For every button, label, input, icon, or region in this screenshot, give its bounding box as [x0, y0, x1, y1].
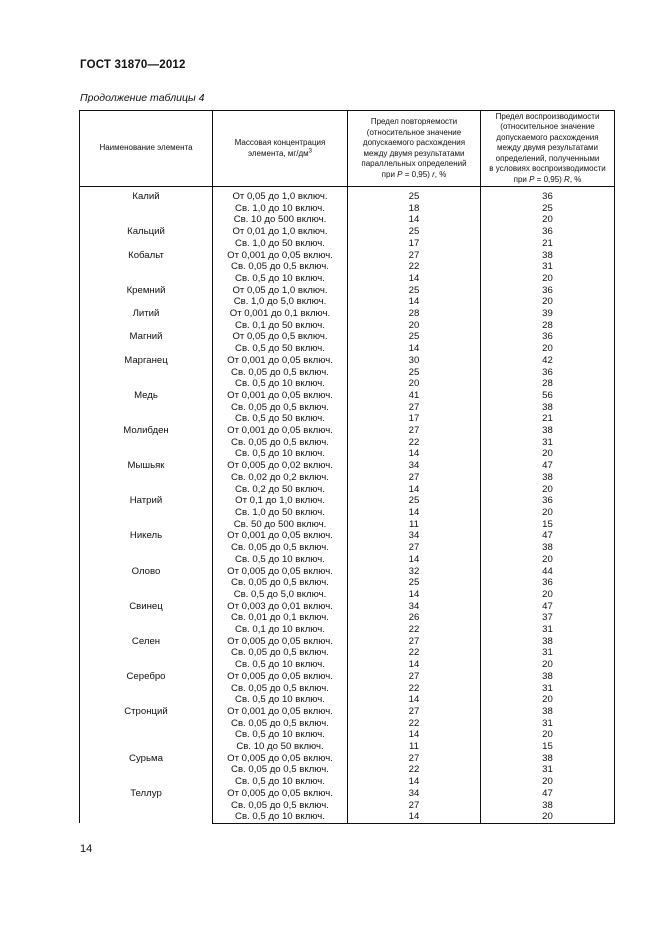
concentration-range: От 0,05 до 1,0 включ. [213, 285, 348, 297]
repeatability-limit: 14 [348, 776, 481, 788]
reproducibility-limit: 36 [481, 367, 615, 379]
element-name: Никель [80, 530, 213, 565]
concentration-range: Св. 0,5 до 10 включ. [213, 729, 348, 741]
reproducibility-limit: 36 [481, 226, 615, 238]
concentration-range: Св. 0,05 до 0,5 включ. [213, 577, 348, 589]
concentration-range: От 0,001 до 0,05 включ. [213, 355, 348, 367]
element-name: Марганец [80, 355, 213, 390]
reproducibility-limit: 38 [481, 636, 615, 648]
reproducibility-limit: 38 [481, 402, 615, 414]
repeatability-limit: 14 [348, 507, 481, 519]
repeatability-limit: 27 [348, 706, 481, 718]
reproducibility-limit: 20 [481, 811, 615, 823]
concentration-range: Св. 10 до 500 включ. [213, 214, 348, 226]
column-header-repeatability: Предел повторяемости (относительное значение допускаемого расхождения между двумя результатами параллельных определений при P = 0,95) r, % [348, 111, 481, 187]
concentration-range: От 0,05 до 0,5 включ. [213, 331, 348, 343]
reproducibility-limit: 47 [481, 788, 615, 800]
repeatability-limit: 27 [348, 542, 481, 554]
concentration-range: Св. 10 до 50 включ. [213, 741, 348, 753]
repeatability-limit: 20 [348, 378, 481, 390]
repeatability-limit: 27 [348, 472, 481, 484]
repeatability-limit: 14 [348, 554, 481, 566]
reproducibility-limit: 20 [481, 659, 615, 671]
reproducibility-limit: 20 [481, 273, 615, 285]
reproducibility-limit: 38 [481, 425, 615, 437]
reproducibility-limit: 47 [481, 460, 615, 472]
concentration-range: От 0,005 до 0,05 включ. [213, 636, 348, 648]
repeatability-limit: 14 [348, 694, 481, 706]
reproducibility-limit: 20 [481, 776, 615, 788]
element-name: Серебро [80, 671, 213, 706]
reproducibility-limit: 42 [481, 355, 615, 367]
reproducibility-limit: 28 [481, 378, 615, 390]
repeatability-limit: 25 [348, 187, 481, 203]
repeatability-limit: 27 [348, 636, 481, 648]
concentration-range: От 0,001 до 0,05 включ. [213, 706, 348, 718]
repeatability-limit: 14 [348, 659, 481, 671]
table-row [80, 226, 615, 238]
concentration-range: Св. 1,0 до 5,0 включ. [213, 296, 348, 308]
concentration-range: От 0,005 до 0,05 включ. [213, 566, 348, 578]
element-name: Мышьяк [80, 460, 213, 495]
table-body [80, 187, 615, 824]
table-row [80, 706, 615, 718]
table-row [80, 355, 615, 367]
repeatability-limit: 28 [348, 308, 481, 320]
repeatability-limit: 27 [348, 402, 481, 414]
reproducibility-limit: 36 [481, 285, 615, 297]
repeatability-limit: 25 [348, 495, 481, 507]
repeatability-limit: 34 [348, 788, 481, 800]
concentration-range: Св. 1,0 до 50 включ. [213, 238, 348, 250]
concentration-range: Св. 0,5 до 50 включ. [213, 413, 348, 425]
reproducibility-limit: 20 [481, 296, 615, 308]
repeatability-limit: 22 [348, 718, 481, 730]
element-name: Магний [80, 331, 213, 354]
table-row [80, 187, 615, 203]
column-header-concentration: Массовая концентрация элемента, $мг/дм^3$ [213, 111, 348, 187]
concentration-range: Св. 0,05 до 0,5 включ. [213, 437, 348, 449]
reproducibility-limit: 38 [481, 706, 615, 718]
reproducibility-limit: 20 [481, 214, 615, 226]
concentration-range: Св. 0,5 до 5,0 включ. [213, 589, 348, 601]
repeatability-limit: 25 [348, 285, 481, 297]
concentration-range: От 0,001 до 0,05 включ. [213, 530, 348, 542]
document-header: ГОСТ 31870—2012 [80, 59, 186, 71]
concentration-range: Св. 0,5 до 10 включ. [213, 554, 348, 566]
concentration-range: Св. 0,5 до 10 включ. [213, 694, 348, 706]
reproducibility-limit: 36 [481, 495, 615, 507]
concentration-range: От 0,005 до 0,05 включ. [213, 671, 348, 683]
concentration-range: Св. 0,5 до 50 включ. [213, 343, 348, 355]
page-number: 14 [80, 843, 93, 855]
repeatability-limit: 27 [348, 800, 481, 812]
reproducibility-limit: 21 [481, 238, 615, 250]
table-row [80, 566, 615, 578]
table-row [80, 390, 615, 402]
column-header-reproducibility: Предел воспроизводимости (относительное значение допускаемого расхождения между двумя результатами определений, полученными в условиях воспроизводимости при P = 0,95) R, % [481, 111, 615, 187]
repeatability-limit: 14 [348, 484, 481, 496]
reproducibility-limit: 20 [481, 448, 615, 460]
table-row [80, 753, 615, 765]
concentration-range: Св. 0,5 до 10 включ. [213, 378, 348, 390]
reproducibility-limit: 31 [481, 624, 615, 636]
repeatability-limit: 14 [348, 589, 481, 601]
reproducibility-limit: 38 [481, 542, 615, 554]
repeatability-limit: 14 [348, 729, 481, 741]
element-name: Кремний [80, 285, 213, 308]
reproducibility-limit: 44 [481, 566, 615, 578]
table-row [80, 788, 615, 800]
repeatability-limit: 27 [348, 753, 481, 765]
reproducibility-limit: 20 [481, 729, 615, 741]
repeatability-limit: 41 [348, 390, 481, 402]
concentration-range: Св. 0,05 до 0,5 включ. [213, 261, 348, 273]
table-header-row [80, 111, 615, 187]
reproducibility-limit: 21 [481, 413, 615, 425]
concentration-range: Св. 0,5 до 10 включ. [213, 448, 348, 460]
concentration-range: Св. 1,0 до 50 включ. [213, 507, 348, 519]
table-row [80, 530, 615, 542]
repeatability-limit: 30 [348, 355, 481, 367]
repeatability-limit: 32 [348, 566, 481, 578]
reproducibility-limit: 20 [481, 507, 615, 519]
table-row [80, 308, 615, 320]
reproducibility-limit: 39 [481, 308, 615, 320]
repeatability-limit: 11 [348, 519, 481, 531]
element-name: Свинец [80, 601, 213, 636]
element-name: Сурьма [80, 753, 213, 788]
table-row [80, 460, 615, 472]
repeatability-limit: 27 [348, 425, 481, 437]
reproducibility-limit: 20 [481, 343, 615, 355]
reproducibility-limit: 20 [481, 694, 615, 706]
concentration-range: Св. 0,02 до 0,2 включ. [213, 472, 348, 484]
reproducibility-limit: 25 [481, 203, 615, 215]
repeatability-limit: 26 [348, 612, 481, 624]
concentration-range: От 0,005 до 0,05 включ. [213, 788, 348, 800]
reproducibility-limit: 15 [481, 519, 615, 531]
reproducibility-limit: 36 [481, 187, 615, 203]
repeatability-limit: 27 [348, 250, 481, 262]
repeatability-limit: 22 [348, 647, 481, 659]
element-name: Селен [80, 636, 213, 671]
element-name: Литий [80, 308, 213, 331]
concentration-range: Св. 0,05 до 0,5 включ. [213, 718, 348, 730]
repeatability-limit: 25 [348, 577, 481, 589]
concentration-range: Св. 0,05 до 0,5 включ. [213, 542, 348, 554]
repeatability-limit: 22 [348, 261, 481, 273]
concentration-range: От 0,005 до 0,02 включ. [213, 460, 348, 472]
repeatability-limit: 34 [348, 601, 481, 613]
repeatability-limit: 14 [348, 448, 481, 460]
table-row [80, 331, 615, 343]
reproducibility-limit: 20 [481, 589, 615, 601]
reproducibility-limit: 31 [481, 647, 615, 659]
reproducibility-limit: 38 [481, 800, 615, 812]
concentration-range: Св. 0,05 до 0,5 включ. [213, 683, 348, 695]
element-name: Медь [80, 390, 213, 425]
concentration-range: От 0,01 до 1,0 включ. [213, 226, 348, 238]
concentration-range: От 0,05 до 1,0 включ. [213, 187, 348, 203]
reproducibility-limit: 47 [481, 601, 615, 613]
repeatability-limit: 14 [348, 296, 481, 308]
reproducibility-limit: 36 [481, 331, 615, 343]
table-row [80, 250, 615, 262]
reproducibility-limit: 15 [481, 741, 615, 753]
table-row [80, 671, 615, 683]
repeatability-limit: 34 [348, 460, 481, 472]
repeatability-limit: 25 [348, 331, 481, 343]
element-name: Кобальт [80, 250, 213, 285]
repeatability-limit: 14 [348, 273, 481, 285]
repeatability-limit: 22 [348, 624, 481, 636]
concentration-range: Св. 0,1 до 50 включ. [213, 320, 348, 332]
element-name: Стронций [80, 706, 213, 753]
column-header-element: Наименование элемента [80, 111, 213, 187]
element-name: Теллур [80, 788, 213, 824]
repeatability-limit: 22 [348, 683, 481, 695]
concentration-range: Св. 0,2 до 50 включ. [213, 484, 348, 496]
concentration-range: Св. 0,05 до 0,5 включ. [213, 764, 348, 776]
repeatability-limit: 22 [348, 437, 481, 449]
reproducibility-limit: 31 [481, 683, 615, 695]
reproducibility-limit: 28 [481, 320, 615, 332]
concentration-range: Св. 0,05 до 0,5 включ. [213, 800, 348, 812]
reproducibility-limit: 20 [481, 484, 615, 496]
repeatability-limit: 11 [348, 741, 481, 753]
table-row [80, 495, 615, 507]
limits-table-container [79, 110, 614, 830]
concentration-range: От 0,001 до 0,05 включ. [213, 425, 348, 437]
table-row [80, 425, 615, 437]
reproducibility-limit: 31 [481, 718, 615, 730]
concentration-range: Св. 0,01 до 0,1 включ. [213, 612, 348, 624]
repeatability-limit: 25 [348, 367, 481, 379]
concentration-range: Св. 0,1 до 10 включ. [213, 624, 348, 636]
reproducibility-limit: 47 [481, 530, 615, 542]
reproducibility-limit: 38 [481, 671, 615, 683]
concentration-range: От 0,003 до 0,01 включ. [213, 601, 348, 613]
table-row [80, 285, 615, 297]
element-name: Калий [80, 187, 213, 227]
repeatability-limit: 34 [348, 530, 481, 542]
reproducibility-limit: 38 [481, 250, 615, 262]
element-name: Кальций [80, 226, 213, 249]
reproducibility-limit: 31 [481, 437, 615, 449]
reproducibility-limit: 31 [481, 764, 615, 776]
repeatability-limit: 27 [348, 671, 481, 683]
table-continuation-caption: Продолжение таблицы 4 [80, 92, 205, 104]
concentration-range: Св. 0,5 до 10 включ. [213, 811, 348, 823]
repeatability-limit: 14 [348, 214, 481, 226]
element-name: Молибден [80, 425, 213, 460]
element-name: Натрий [80, 495, 213, 530]
repeatability-limit: 14 [348, 343, 481, 355]
limits-table [79, 110, 615, 824]
reproducibility-limit: 31 [481, 261, 615, 273]
reproducibility-limit: 20 [481, 554, 615, 566]
concentration-range: Св. 50 до 500 включ. [213, 519, 348, 531]
concentration-range: Св. 1,0 до 10 включ. [213, 203, 348, 215]
concentration-range: От 0,005 до 0,05 включ. [213, 753, 348, 765]
repeatability-limit: 22 [348, 764, 481, 776]
reproducibility-limit: 38 [481, 472, 615, 484]
concentration-range: От 0,001 до 0,1 включ. [213, 308, 348, 320]
reproducibility-limit: 36 [481, 577, 615, 589]
table-row [80, 636, 615, 648]
concentration-range: От 0,1 до 1,0 включ. [213, 495, 348, 507]
concentration-range: Св. 0,5 до 10 включ. [213, 273, 348, 285]
concentration-range: Св. 0,5 до 10 включ. [213, 659, 348, 671]
repeatability-limit: 18 [348, 203, 481, 215]
repeatability-limit: 25 [348, 226, 481, 238]
reproducibility-limit: 37 [481, 612, 615, 624]
repeatability-limit: 20 [348, 320, 481, 332]
concentration-range: От 0,001 до 0,05 включ. [213, 390, 348, 402]
table-row [80, 601, 615, 613]
concentration-range: Св. 0,05 до 0,5 включ. [213, 367, 348, 379]
element-name: Олово [80, 566, 213, 601]
concentration-range: Св. 0,5 до 10 включ. [213, 776, 348, 788]
reproducibility-limit: 56 [481, 390, 615, 402]
concentration-range: Св. 0,05 до 0,5 включ. [213, 402, 348, 414]
repeatability-limit: 14 [348, 811, 481, 823]
reproducibility-limit: 38 [481, 753, 615, 765]
concentration-range: Св. 0,05 до 0,5 включ. [213, 647, 348, 659]
concentration-range: От 0,001 до 0,05 включ. [213, 250, 348, 262]
repeatability-limit: 17 [348, 238, 481, 250]
repeatability-limit: 17 [348, 413, 481, 425]
